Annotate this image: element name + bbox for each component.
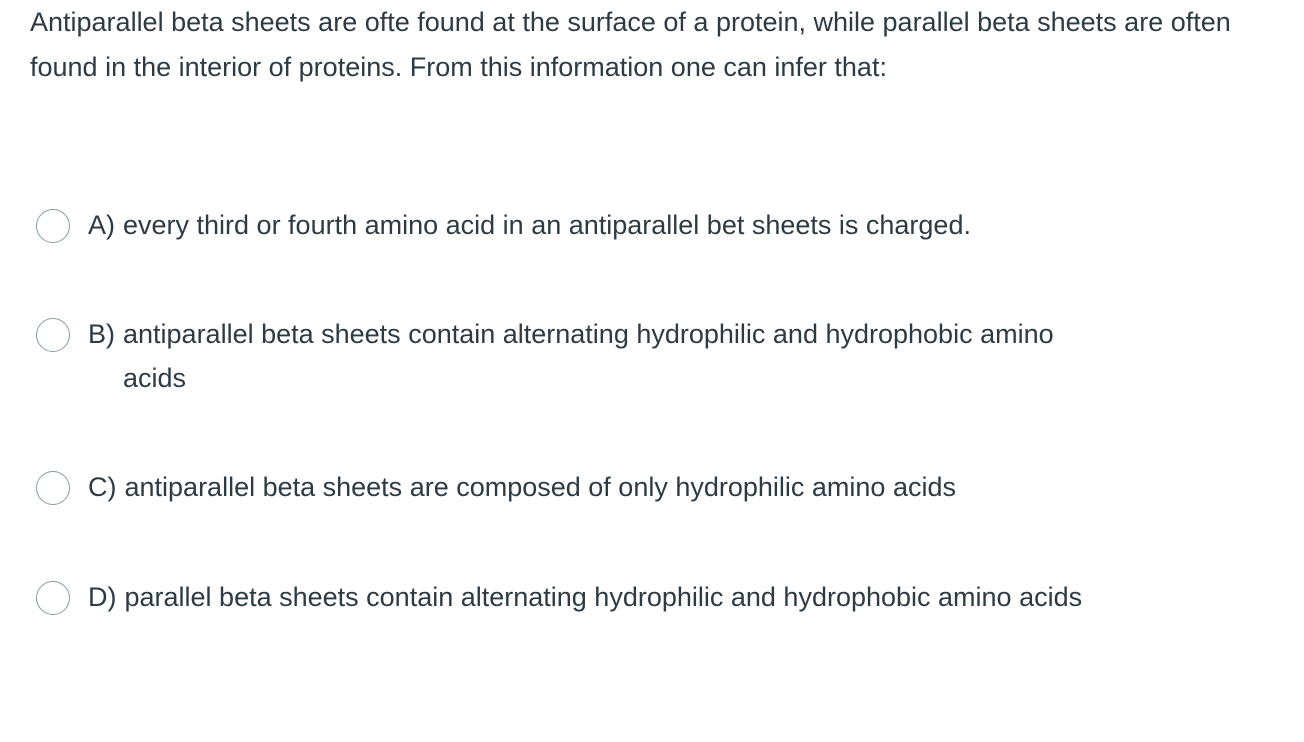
answer-text-b: antiparallel beta sheets contain alternating hydrophilic and hydrophobic amino acids xyxy=(123,319,1054,393)
answer-option-d[interactable] xyxy=(36,580,1145,619)
answer-letter-a: A) xyxy=(88,210,115,240)
answer-text-d: parallel beta sheets contain alternating hydrophilic and hydrophobic amino acids xyxy=(124,582,1083,612)
radio-button-d[interactable] xyxy=(36,581,70,615)
answer-option-c[interactable] xyxy=(36,470,1125,509)
answer-option-b[interactable] xyxy=(36,317,1103,400)
radio-button-b[interactable] xyxy=(36,318,70,352)
answer-text-a: every third or fourth amino acid in an antiparallel bet sheets is charged. xyxy=(123,210,971,240)
answer-body-a xyxy=(88,203,1123,247)
answer-letter-c: C) xyxy=(88,472,117,502)
answer-body-b xyxy=(88,312,1103,400)
radio-button-a[interactable] xyxy=(36,209,70,243)
answer-letter-d: D) xyxy=(88,582,117,612)
answer-body-c xyxy=(88,465,1125,509)
radio-button-c[interactable] xyxy=(36,471,70,505)
answer-text-c: antiparallel beta sheets are composed of only hydrophilic amino acids xyxy=(124,472,956,502)
answer-letter-b: B) xyxy=(88,319,115,349)
answer-body-d xyxy=(88,575,1145,619)
question-text: Antiparallel beta sheets are ofte found at the surface of a protein, while parallel beta sheets are often found in the interior of proteins. From this information one can infer that: xyxy=(30,7,1231,82)
answer-option-a[interactable] xyxy=(36,208,1123,247)
